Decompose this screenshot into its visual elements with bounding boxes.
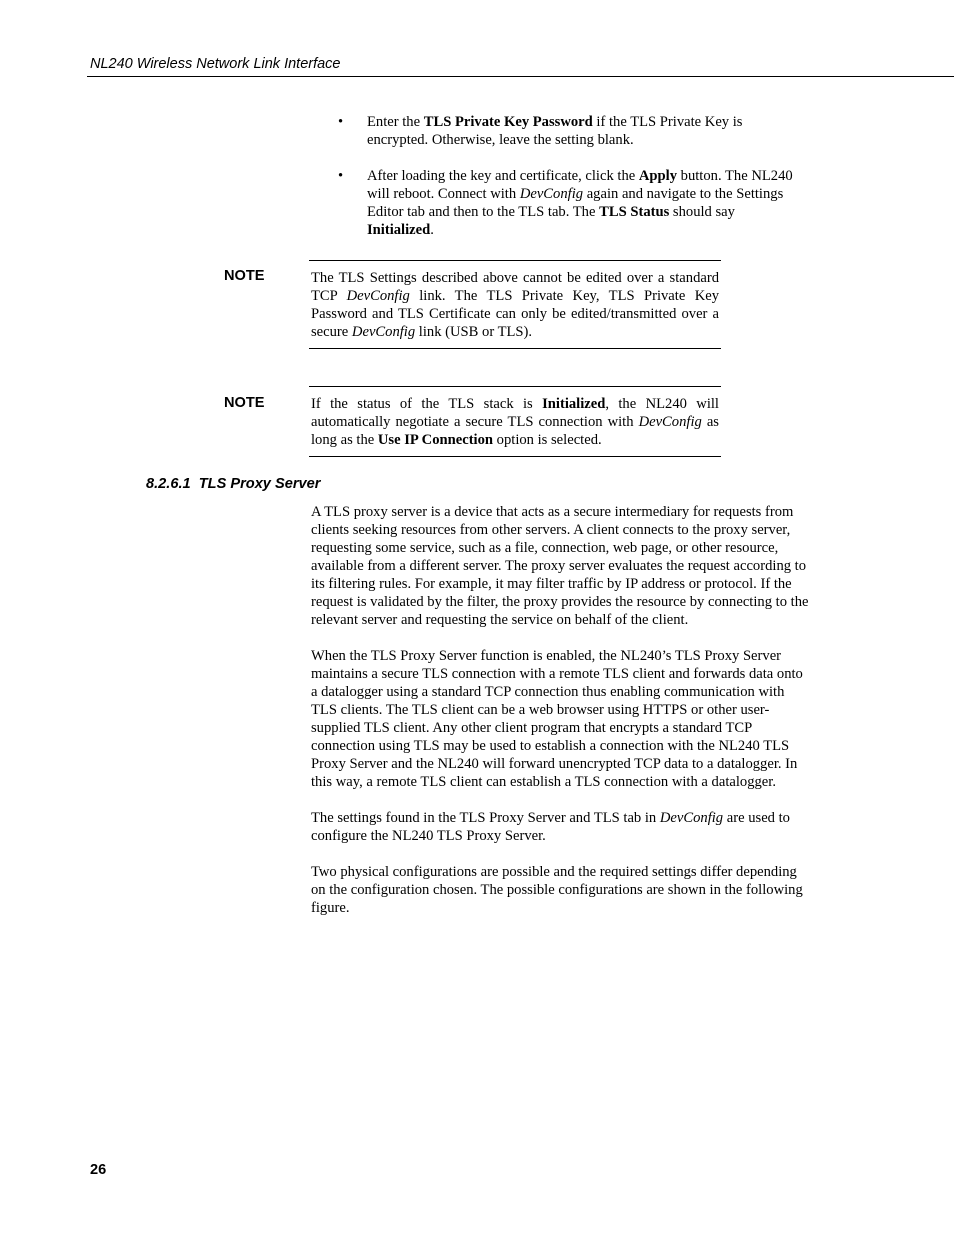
header-divider [87,76,954,77]
program-name: DevConfig [638,414,702,430]
bullet-text: Enter the TLS Private Key Password if the TLS Private Key is encrypted. Otherwise, leave the setting blank. [367,114,743,148]
paragraph: Two physical configurations are possible and the required settings differ depending on the configuration chosen. The possible configurations are shown in the following figure. [311,864,803,916]
section-heading [146,476,320,492]
note-label: NOTE [224,268,265,284]
bullet-item [338,167,798,239]
option-name: Use IP Connection [377,432,494,448]
section-body [311,503,811,935]
program-name: DevConfig [351,324,416,340]
program-name: DevConfig [346,288,410,304]
program-name: DevConfig [659,810,724,826]
paragraph: A TLS proxy server is a device that acts as a secure intermediary for requests from clients seeking resources from other servers. A client connects to the proxy server, requesting some service, such as a file, connection, web page, or other resource, available from a different server. The proxy server evaluates the request according to its filtering rules. For example, it may filter traffic by IP address or protocol. If the request is validated by the filter, the proxy provides the resource by connecting to the relevant server and requesting the service on behalf of the client. [311,504,809,628]
status-value: Initialized [367,222,431,238]
note-box: If the status of the TLS stack is Initialized, the NL240 will automatically negotiate a secure TLS connection with DevConfig as long as the Use IP Connection option is selected. [309,386,721,457]
bullet-text: After loading the key and certificate, click the Apply button. The NL240 will reboot. Connect with DevConfig again and navigate to the Settings Editor tab and then to the TLS tab. The TLS Status should say Initialized. [367,168,793,238]
section-title: TLS Proxy Server [198,476,321,492]
page-number: 26 [90,1162,107,1178]
button-name: Apply [638,168,678,184]
bullet-icon: • [338,168,344,184]
section-number: 8.2.6.1 [146,476,191,492]
setting-name: TLS Status [599,204,670,220]
bullet-item [338,113,798,149]
bullet-icon: • [338,114,344,130]
status-value: Initialized [542,396,606,412]
setting-name: TLS Private Key Password [423,114,593,130]
paragraph: The settings found in the TLS Proxy Server and TLS tab in DevConfig are used to configure the NL240 TLS Proxy Server. [311,810,790,844]
document-title: NL240 Wireless Network Link Interface [90,56,341,72]
bullet-list [338,113,798,257]
paragraph: When the TLS Proxy Server function is enabled, the NL240’s TLS Proxy Server maintains a secure TLS connection with a remote TLS client and forwards data onto a datalogger using a standard TCP connection thus enabling communication with TLS clients. The TLS client can be a web browser using HTTPS or other user-supplied TLS client. Any other client program that encrypts a standard TCP connection using TLS may be used to establish a connection with the NL240 TLS Proxy Server and the NL240 will forward unencrypted TCP data to a datalogger. In this way, a remote TLS client can establish a TLS connection with a datalogger. [311,648,803,790]
program-name: DevConfig [519,186,584,202]
note-label: NOTE [224,395,265,411]
note-box: The TLS Settings described above cannot be edited over a standard TCP DevConfig link. The TLS Private Key, TLS Private Key Password and TLS Certificate can only be edited/transmitted over a secure DevConfig link (USB or TLS). [309,260,721,349]
